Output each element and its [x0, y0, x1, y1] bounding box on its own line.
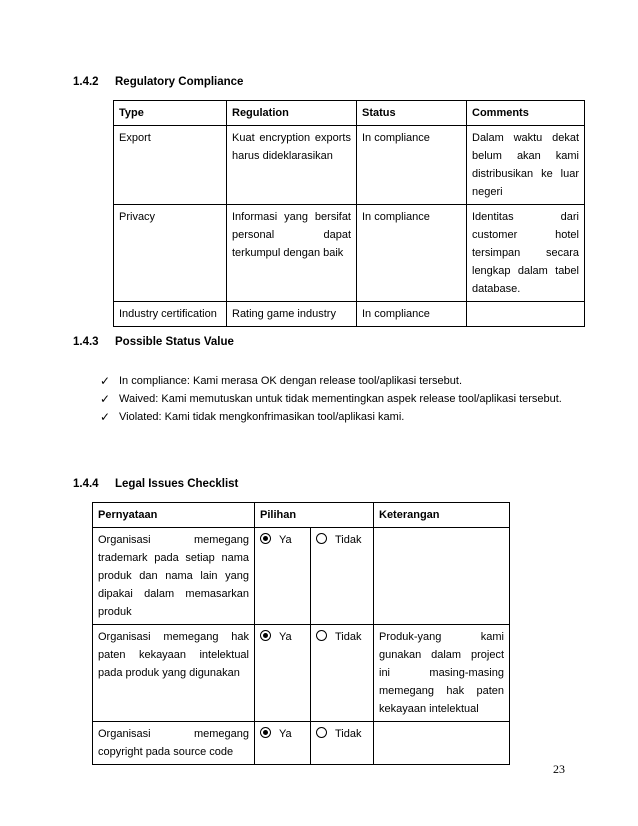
page-number: 23	[553, 762, 565, 776]
cell-type: Export	[114, 126, 227, 205]
cell-note	[374, 722, 510, 765]
option-label: Tidak	[335, 728, 362, 740]
section-title: Legal Issues Checklist	[115, 478, 239, 490]
cell-regulation: Kuat encryption exports harus dideklarasikan	[227, 126, 357, 205]
cell-regulation: Rating game industry	[227, 302, 357, 327]
list-item-text: In compliance: Kami merasa OK dengan release tool/aplikasi tersebut.	[119, 375, 463, 387]
table-row	[114, 302, 585, 327]
table-row	[114, 126, 585, 205]
radio-unselected-icon[interactable]	[316, 533, 327, 544]
list-item	[100, 390, 570, 408]
option-no[interactable]	[311, 722, 374, 765]
header-comments: Comments	[467, 101, 585, 126]
checkmark-icon: ✓	[100, 392, 111, 406]
list-item-text: Waived: Kami memutuskan untuk tidak mementingkan aspek release tool/aplikasi tersebut.	[119, 393, 562, 405]
section-heading-status-values	[73, 336, 234, 348]
section-heading-legal-checklist	[73, 478, 238, 490]
cell-type: Privacy	[114, 205, 227, 302]
cell-status: In compliance	[357, 126, 467, 205]
option-yes[interactable]	[255, 722, 311, 765]
cell-status: In compliance	[357, 205, 467, 302]
radio-selected-icon[interactable]	[260, 533, 271, 544]
section-number: 1.4.2	[73, 76, 99, 88]
legal-issues-table	[92, 502, 510, 765]
cell-comments: Identitas dari customer hotel tersimpan secara lengkap dalam tabel database.	[467, 205, 585, 302]
option-yes[interactable]	[255, 625, 311, 722]
option-label: Ya	[279, 728, 292, 740]
option-label: Tidak	[335, 534, 362, 546]
cell-type: Industry certification	[114, 302, 227, 327]
cell-note: Produk-yang kami gunakan dalam project ini masing-masing memegang hak paten kekayaan intelektual	[374, 625, 510, 722]
cell-statement: Organisasi memegang copyright pada source code	[93, 722, 255, 765]
list-item-text: Violated: Kami tidak mengkonfrimasikan tool/aplikasi kami.	[119, 411, 405, 423]
cell-statement: Organisasi memegang trademark pada setiap nama produk dan nama lain yang dipakai dalam memasarkan produk	[93, 528, 255, 625]
cell-comments: Dalam waktu dekat belum akan kami distribusikan ke luar negeri	[467, 126, 585, 205]
option-no[interactable]	[311, 625, 374, 722]
cell-statement: Organisasi memegang hak paten kekayaan intelektual pada produk yang digunakan	[93, 625, 255, 722]
radio-selected-icon[interactable]	[260, 727, 271, 738]
table-row	[93, 528, 510, 625]
table-header-row	[93, 503, 510, 528]
table-row	[93, 625, 510, 722]
radio-unselected-icon[interactable]	[316, 727, 327, 738]
header-note: Keterangan	[374, 503, 510, 528]
section-title: Possible Status Value	[115, 336, 234, 348]
cell-note	[374, 528, 510, 625]
radio-unselected-icon[interactable]	[316, 630, 327, 641]
section-number: 1.4.3	[73, 336, 99, 348]
table-header-row	[114, 101, 585, 126]
list-item	[100, 408, 570, 426]
option-label: Tidak	[335, 631, 362, 643]
header-regulation: Regulation	[227, 101, 357, 126]
option-label: Ya	[279, 534, 292, 546]
cell-comments	[467, 302, 585, 327]
header-status: Status	[357, 101, 467, 126]
list-item	[100, 372, 570, 390]
checkmark-icon: ✓	[100, 374, 111, 388]
option-yes[interactable]	[255, 528, 311, 625]
option-label: Ya	[279, 631, 292, 643]
header-statement: Pernyataan	[93, 503, 255, 528]
header-options: Pilihan	[255, 503, 374, 528]
status-value-list	[100, 372, 570, 426]
header-type: Type	[114, 101, 227, 126]
table-row	[93, 722, 510, 765]
cell-regulation: Informasi yang bersifat personal dapat terkumpul dengan baik	[227, 205, 357, 302]
section-title: Regulatory Compliance	[115, 76, 244, 88]
table-row	[114, 205, 585, 302]
checkmark-icon: ✓	[100, 410, 111, 424]
radio-selected-icon[interactable]	[260, 630, 271, 641]
regulatory-compliance-table	[113, 100, 585, 327]
cell-status: In compliance	[357, 302, 467, 327]
section-heading-regulatory	[73, 76, 243, 88]
option-no[interactable]	[311, 528, 374, 625]
section-number: 1.4.4	[73, 478, 99, 490]
